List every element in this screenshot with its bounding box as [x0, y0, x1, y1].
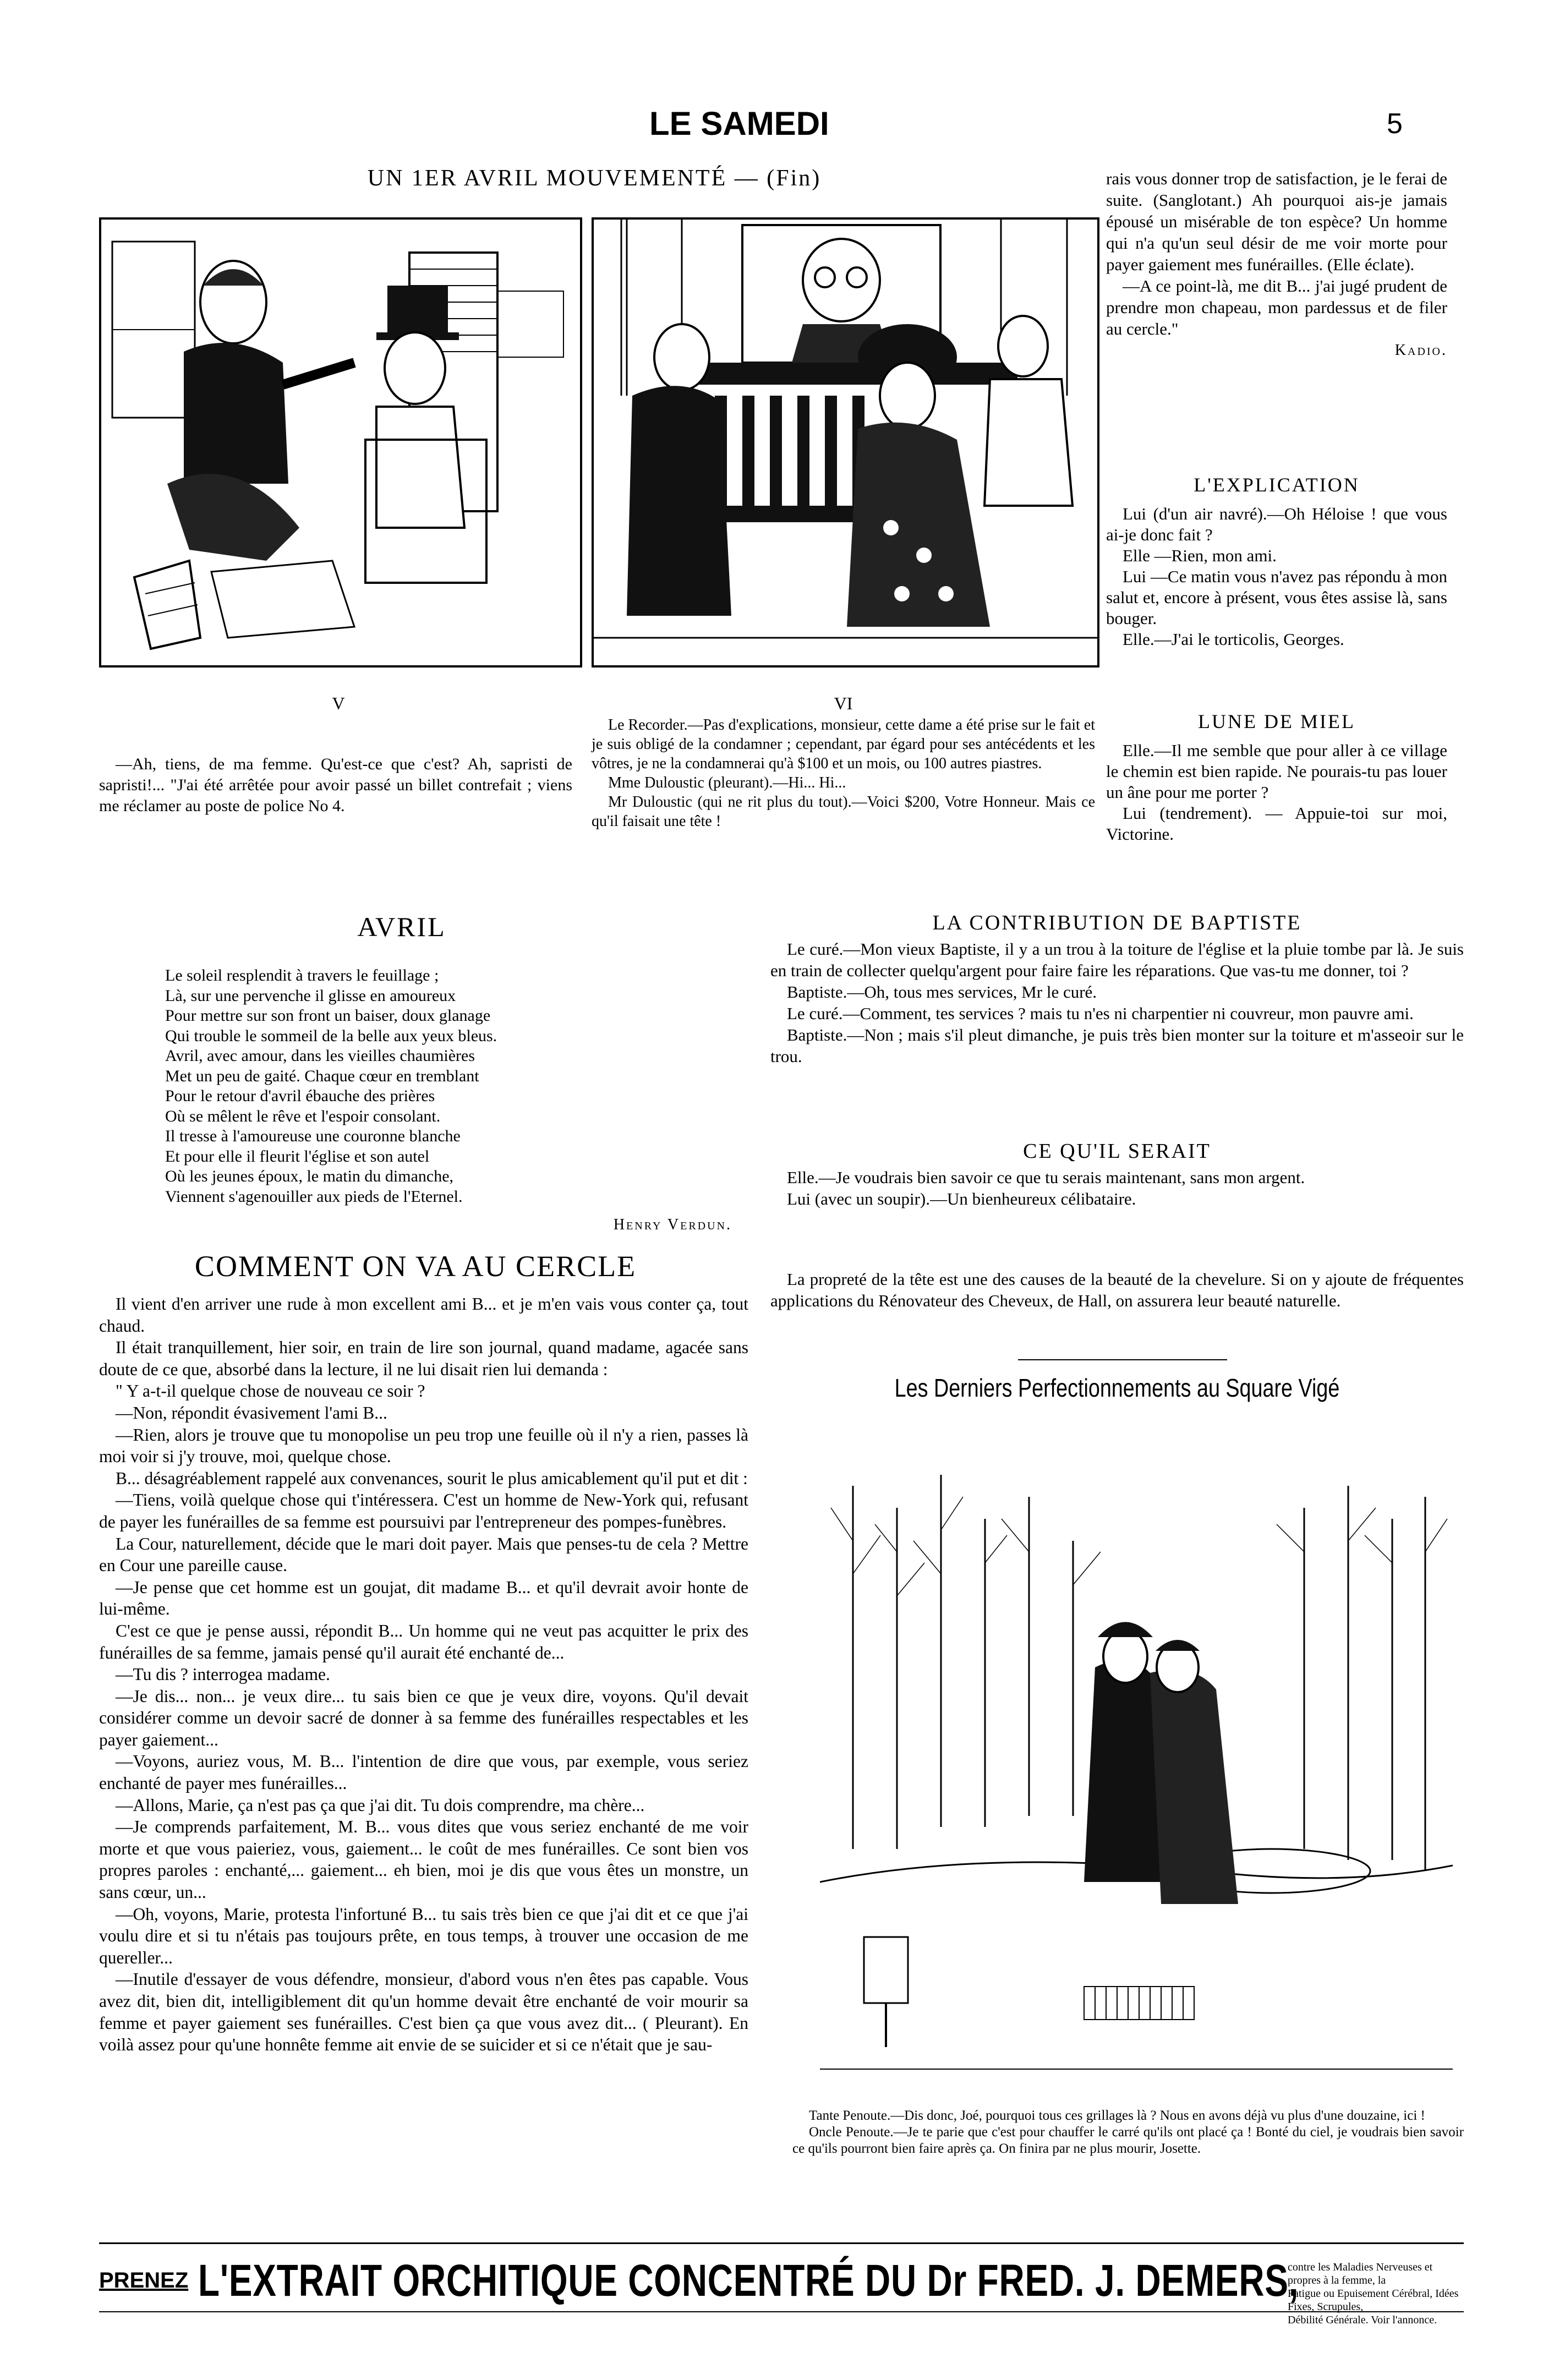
article-paragraph: B... désagréablement rappelé aux convenances, sourit le plus amicablement qu'il put et dit : [116, 1468, 748, 1488]
square-drawing [820, 1431, 1453, 2086]
ad-side-text [1288, 2261, 1464, 2327]
panel-vi-caption-line: Mr Duloustic (qui ne rit plus du tout).—Voici $200, Votre Honneur. Mais ce qu'il faisait une tête ! [592, 794, 1095, 830]
contribution-body [770, 938, 1464, 1067]
ad-side-line: contre les Maladies Nerveuses et propres à la femme, la [1288, 2261, 1433, 2286]
explication-line: Elle —Rien, mon ami. [1123, 546, 1277, 565]
right-column-top [1106, 168, 1447, 361]
poem-verse: Où se mêlent le rêve et l'espoir consolant. [165, 1107, 441, 1125]
signature-kadio: Kadio. [1394, 342, 1447, 359]
serait-line: Elle.—Je voudrais bien savoir ce que tu serais maintenant, sans mon argent. [787, 1168, 1305, 1187]
poem-verse: Pour le retour d'avril ébauche des prières [165, 1087, 435, 1105]
article-paragraph: —Rien, alors je trouve que tu monopolise un peu trop une feuille où il n'y a rien, passes là moi voir si j'y trouve, moi, quelque chose. [99, 1425, 748, 1467]
article-paragraph: —Tiens, voilà quelque chose qui t'intéressera. C'est un homme de New-York qui, refusant de payer les funérailles de sa femme est poursuivi par l'entrepreneur des pompes-funèbres. [99, 1490, 748, 1531]
article-paragraph: —Voyons, auriez vous, M. B... l'intention de dire que vous, par exemple, vous seriez enchanté de payer mes funérailles... [99, 1752, 748, 1793]
explication-body [1106, 504, 1447, 650]
panel-vi-illustration [594, 220, 1097, 665]
ad-side-line: Débilité Générale. Voir l'annonce. [1288, 2314, 1437, 2326]
continuation-paragraph: rais vous donner trop de satisfaction, je le ferai de suite. (Sanglotant.) Ah pourquoi ais-je jamais épousé un misérable de ton espèce? Un homme qui n'a qu'un seul désir de me voir morte pour payer gaiement mes funérailles. (Elle éclate). [1106, 169, 1447, 274]
explication-line: Lui (d'un air navré).—Oh Héloise ! que vous ai-je donc fait ? [1106, 504, 1447, 544]
ad-top-rule [99, 2242, 1464, 2244]
square-caption-line: Oncle Penoute.—Je te parie que c'est pour chauffer le carré qu'ils ont placé ça ! Bonté du ciel, je voudrais bien savoir ce qu'ils pourront bien faire après ça. On finira par ne plus mourir, Josette. [792, 2125, 1464, 2156]
panel-vi-caption-line: Le Recorder.—Pas d'explications, monsieur, cette dame a été prise sur le fait et je suis obligé de la condamner ; cependant, par égard pour ses antécédents et les vôtres, je ne la condamnerai qu'à $100 et un mois, ou 100 autres piastres. [592, 716, 1095, 772]
panel-v-illustration [101, 220, 580, 665]
poem-verse: Là, sur une pervenche il glisse en amoureux [165, 986, 456, 1005]
article-paragraph: —Tu dis ? interrogea madame. [116, 1665, 330, 1684]
panel-vi-caption [592, 715, 1095, 831]
explication-line: Elle.—J'ai le torticolis, Georges. [1123, 630, 1344, 649]
avril-title: AVRIL [357, 911, 446, 942]
poem-verse: Il tresse à l'amoureuse une couronne blanche [165, 1127, 461, 1145]
explication-title: L'EXPLICATION [1194, 474, 1360, 496]
cartoon-panel-v [99, 217, 582, 668]
explication-line: Lui —Ce matin vous n'avez pas répondu à mon salut et, encore à présent, vous êtes assise là, sans bouger. [1106, 567, 1447, 628]
square-caption-line: Tante Penoute.—Dis donc, Joé, pourquoi tous ces grillages là ? Nous en avons déjà vu plus d'une douzaine, ici ! [809, 2108, 1425, 2123]
poem-verse: Et pour elle il fleurit l'église et son autel [165, 1147, 430, 1166]
article-paragraph: La Cour, naturellement, décide que le mari doit payer. Mais que penses-tu de cela ? Mettre en Cour une pareille cause. [99, 1534, 748, 1575]
serait-title: CE QU'IL SERAIT [1023, 1140, 1211, 1163]
cartoon-panel-vi [592, 217, 1099, 668]
article-paragraph: —Je comprends parfaitement, M. B... vous dites que vous seriez enchanté de me voir morte et que vous paieriez, vous, gaiement... le coût de mes funérailles. Ce sont bien vos propres paroles : enchanté,... gaiement... eh bien, moi je dis que vous êtes un monstre, un sans cœur, un... [99, 1817, 748, 1902]
panel-vi-numeral: VI [834, 693, 853, 713]
comment-article [99, 1293, 748, 2056]
article-paragraph: C'est ce que je pense aussi, répondit B... Un homme qui ne veut pas acquitter le prix des funérailles de sa femme, jamais pensé qu'il aurait été enchanté de... [99, 1621, 748, 1662]
cartoon-title: UN 1ER AVRIL MOUVEMENTÉ — (Fin) [367, 166, 822, 191]
lune-de-miel-line: Elle.—Il me semble que pour aller à ce village le chemin est bien rapide. Ne pourais-tu pas louer un âne pour me porter ? [1106, 741, 1447, 802]
ad-headline: L'EXTRAIT ORCHITIQUE CONCENTRÉ DU Dr FRED. J. DEMERS, [198, 2256, 1299, 2306]
article-paragraph: —Oh, voyons, Marie, protesta l'infortuné B... tu sais très bien ce que j'ai dit et ce que j'ai voulu dire et si tu n'étais pas toujours prête, en tous temps, à trouver une occasion de me quereller... [99, 1904, 748, 1967]
poem-verse: Qui trouble le sommeil de la belle aux yeux bleus. [165, 1026, 497, 1045]
proprete-paragraph: La propreté de la tête est une des causes de la beauté de la chevelure. Si on y ajoute de fréquentes applications du Rénovateur des Cheveux, de Hall, on assurera leur beauté naturelle. [770, 1270, 1464, 1310]
panel-vi-caption-line: Mme Duloustic (pleurant).—Hi... Hi... [608, 774, 846, 791]
article-paragraph: —Je dis... non... je veux dire... tu sais bien ce que je veux dire, voyons. Qu'il devait considérer comme un devoir sacré de donner à sa femme des funérailles respectables et les payer gaiement... [99, 1686, 748, 1749]
ad-prenez: PRENEZ [99, 2268, 189, 2293]
contribution-line: Le curé.—Mon vieux Baptiste, il y a un trou à la toiture de l'église et la pluie tombe par là. Je suis en train de collecter quelqu'argent pour faire faire les réparations. Que vas-tu me donner, toi ? [770, 939, 1464, 980]
continuation-paragraph: —A ce point-là, me dit B... j'ai jugé prudent de prendre mon chapeau, mon pardessus et de filer au cercle." [1106, 276, 1447, 338]
comment-title: COMMENT ON VA AU CERCLE [194, 1250, 637, 1283]
newspaper-title: LE SAMEDI [649, 105, 829, 142]
article-paragraph: —Je pense que cet homme est un goujat, dit madame B... et qu'il devrait avoir honte de lui-même. [99, 1577, 748, 1619]
proprete-notice [770, 1268, 1464, 1311]
ad-side-line: Fatigue ou Epuisement Cérébral, Idées Fixes, Scrupules, [1288, 2288, 1459, 2313]
article-paragraph: —Inutile d'essayer de vous défendre, monsieur, d'abord vous n'en êtes pas capable. Vous avez dit, bien dit, intelligiblement dit qu'un homme devait être enchanté de voir mourir sa femme et payer gaiement ses funérailles. C'est bien ça que vous avez dit... ( Pleurant). En voilà assez pour qu'une honnête femme ait envie de se suicider et si ce n'était que je sau- [99, 1969, 748, 2055]
panel-v-caption: —Ah, tiens, de ma femme. Qu'est-ce que c'est? Ah, sapristi de sapristi!... "J'ai été arrêtée pour avoir passé un billet contrefait ; viens me réclamer au poste de police No 4. [99, 755, 572, 815]
serait-line: Lui (avec un soupir).—Un bienheureux célibataire. [787, 1189, 1136, 1208]
contribution-line: Le curé.—Comment, tes services ? mais tu n'es ni charpentier ni couvreur, mon pauvre ami. [787, 1004, 1414, 1023]
square-illustration [820, 1431, 1453, 2086]
article-paragraph: —Allons, Marie, ça n'est pas ça que j'ai dit. Tu dois comprendre, ma chère... [116, 1795, 645, 1815]
contribution-line: Baptiste.—Non ; mais s'il pleut dimanche, je puis très bien monter sur la toiture et m'asseoir sur le trou. [770, 1025, 1464, 1066]
lune-de-miel-body [1106, 740, 1447, 845]
article-paragraph: " Y a-t-il quelque chose de nouveau ce soir ? [116, 1381, 425, 1401]
panel-v-numeral: V [332, 693, 345, 713]
article-paragraph: Il était tranquillement, hier soir, en train de lire son journal, quand madame, agacée sans doute de ce que, absorbé dans la lecture, il ne lui disait rien lui demanda : [99, 1338, 748, 1379]
poem-verse: Où les jeunes époux, le matin du dimanche, [165, 1167, 454, 1185]
poem-verse: Viennent s'agenouiller aux pieds de l'Eternel. [165, 1187, 463, 1206]
article-paragraph: —Non, répondit évasivement l'ami B... [116, 1403, 387, 1422]
poem-verse: Le soleil resplendit à travers le feuillage ; [165, 966, 439, 984]
poem-verse: Pour mettre sur son front un baiser, doux glanage [165, 1006, 491, 1025]
avril-poem [165, 966, 743, 1207]
page-number: 5 [1387, 108, 1403, 140]
contribution-title: LA CONTRIBUTION DE BAPTISTE [932, 911, 1302, 934]
ad-bottom-rule [99, 2311, 1464, 2312]
lune-de-miel-line: Lui (tendrement). — Appuie-toi sur moi, Victorine. [1106, 803, 1447, 844]
section-divider [1018, 1359, 1227, 1360]
square-caption [792, 2108, 1464, 2157]
article-paragraph: Il vient d'en arriver une rude à mon excellent ami B... et je m'en vais vous conter ça, tout chaud. [99, 1294, 748, 1336]
poem-verse: Avril, avec amour, dans les vieilles chaumières [165, 1047, 475, 1065]
contribution-line: Baptiste.—Oh, tous mes services, Mr le curé. [787, 982, 1097, 1002]
lune-de-miel-title: LUNE DE MIEL [1198, 710, 1355, 732]
poem-verse: Met un peu de gaité. Chaque cœur en tremblant [165, 1066, 479, 1085]
square-title: Les Derniers Perfectionnements au Square Vigé [894, 1374, 1340, 1402]
serait-body [770, 1167, 1464, 1210]
avril-author: Henry Verdun. [613, 1216, 732, 1233]
